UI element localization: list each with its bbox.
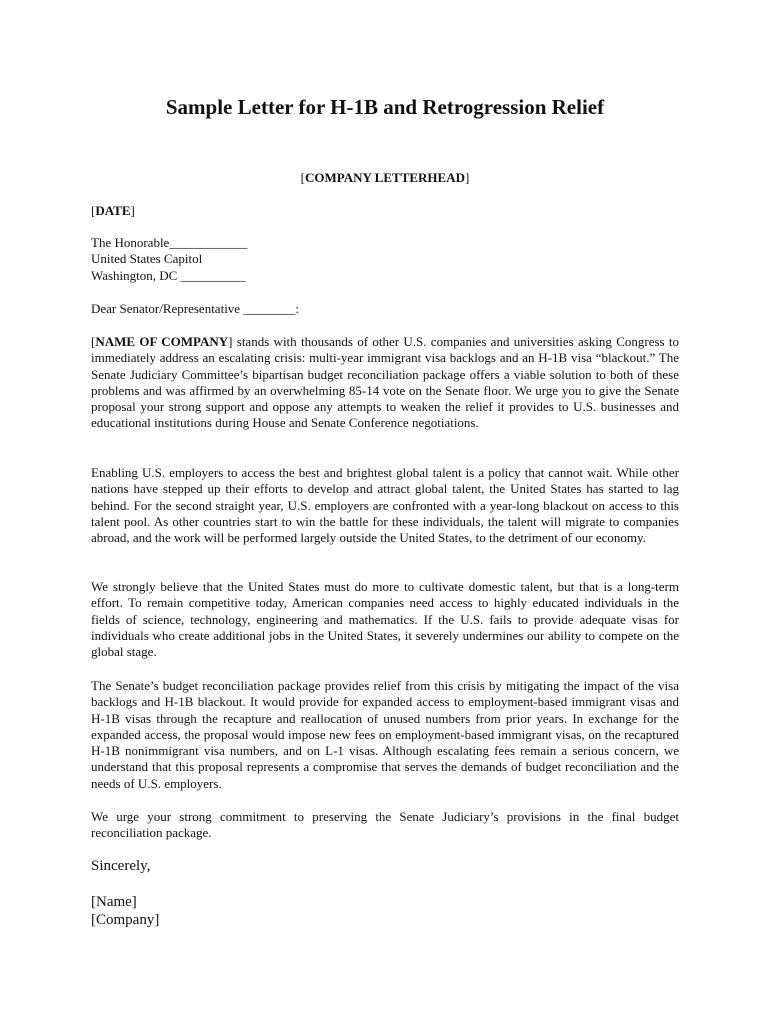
recipient-address [91,235,679,284]
closing: Sincerely, [91,858,151,874]
date-open-bracket: [ [91,203,96,218]
signature-block [91,893,159,929]
company-open-bracket: [ [91,334,96,349]
date-text: DATE [95,203,131,218]
paragraph-1-text: ] stands with thousands of other U.S. companies and universities asking Congress to immediately address an escalating crisis: multi-year immigrant visa backlogs and an H-1B visa “blackout.” The Senate Judiciary Committee’s bipartisan budget reconciliation package offers a viable solution to both of these problems and was affirmed by an overwhelming 85-14 vote on the Senate floor. We urge you to give the Senate proposal your strong support and oppose any attempts to weaken the relief it provides to U.S. businesses and educational institutions during House and Senate Conference negotiations. [91,334,680,431]
address-line-honorable: The Honorable____________ [91,235,248,250]
date-close-bracket: ] [130,203,135,218]
letterhead-close-bracket: ] [464,170,470,185]
signature-company: [Company] [91,912,160,928]
letterhead-text: COMPANY LETTERHEAD [305,170,465,185]
body-paragraph-4: The Senate’s budget reconciliation package provides relief from this crisis by mitigating the impact of the visa backlogs and H-1B blackout. It would provide for expanded access to employment-based immigrant visas and H-1B visas through the recapture and reallocation of unused numbers from prior years. In exchange for the expanded access, the proposal would impose new fees on employment-based immigrant visas, on the recaptured H-1B nonimmigrant visa numbers, and on L-1 visas. Although escalating fees remain a serious concern, we understand that this proposal represents a compromise that serves the demands of budget reconciliation and the needs of U.S. employers. [91,678,679,791]
body-paragraph-2: Enabling U.S. employers to access the best and brightest global talent is a policy that cannot wait. While other nations have stepped up their efforts to develop and attract global talent, the United States has started to lag behind. For the second straight year, U.S. employers are confronted with a year-long blackout on access to this talent pool. As other countries start to win the battle for these individuals, the talent will migrate to companies abroad, and the work will be performed largely outside the United States, to the detriment of our economy. [91,465,679,546]
body-paragraph-5: We urge your strong commitment to preserving the Senate Judiciary’s provisions in the final budget reconciliation package. [91,809,679,841]
body-paragraph-3: We strongly believe that the United States must do more to cultivate domestic talent, but that is a long-term effort. To remain competitive today, American companies need access to highly educated individuals in the fields of science, technology, engineering and mathematics. If the U.S. fails to provide adequate visas for individuals who create additional jobs in the United States, it severely undermines our ability to compete on the global stage. [91,579,679,660]
letterhead-open-bracket: [ [300,170,305,185]
address-line-capitol: United States Capitol [91,251,203,267]
letter-title: Sample Letter for H-1B and Retrogression Relief [165,95,605,119]
signature-name: [Name] [91,894,137,910]
company-letterhead-placeholder [0,170,770,186]
date-placeholder [91,203,679,219]
company-name-placeholder: NAME OF COMPANY [95,334,229,349]
address-line-city: Washington, DC __________ [91,267,246,283]
salutation: Dear Senator/Representative ________: [91,301,299,316]
body-paragraph-1 [91,334,679,432]
